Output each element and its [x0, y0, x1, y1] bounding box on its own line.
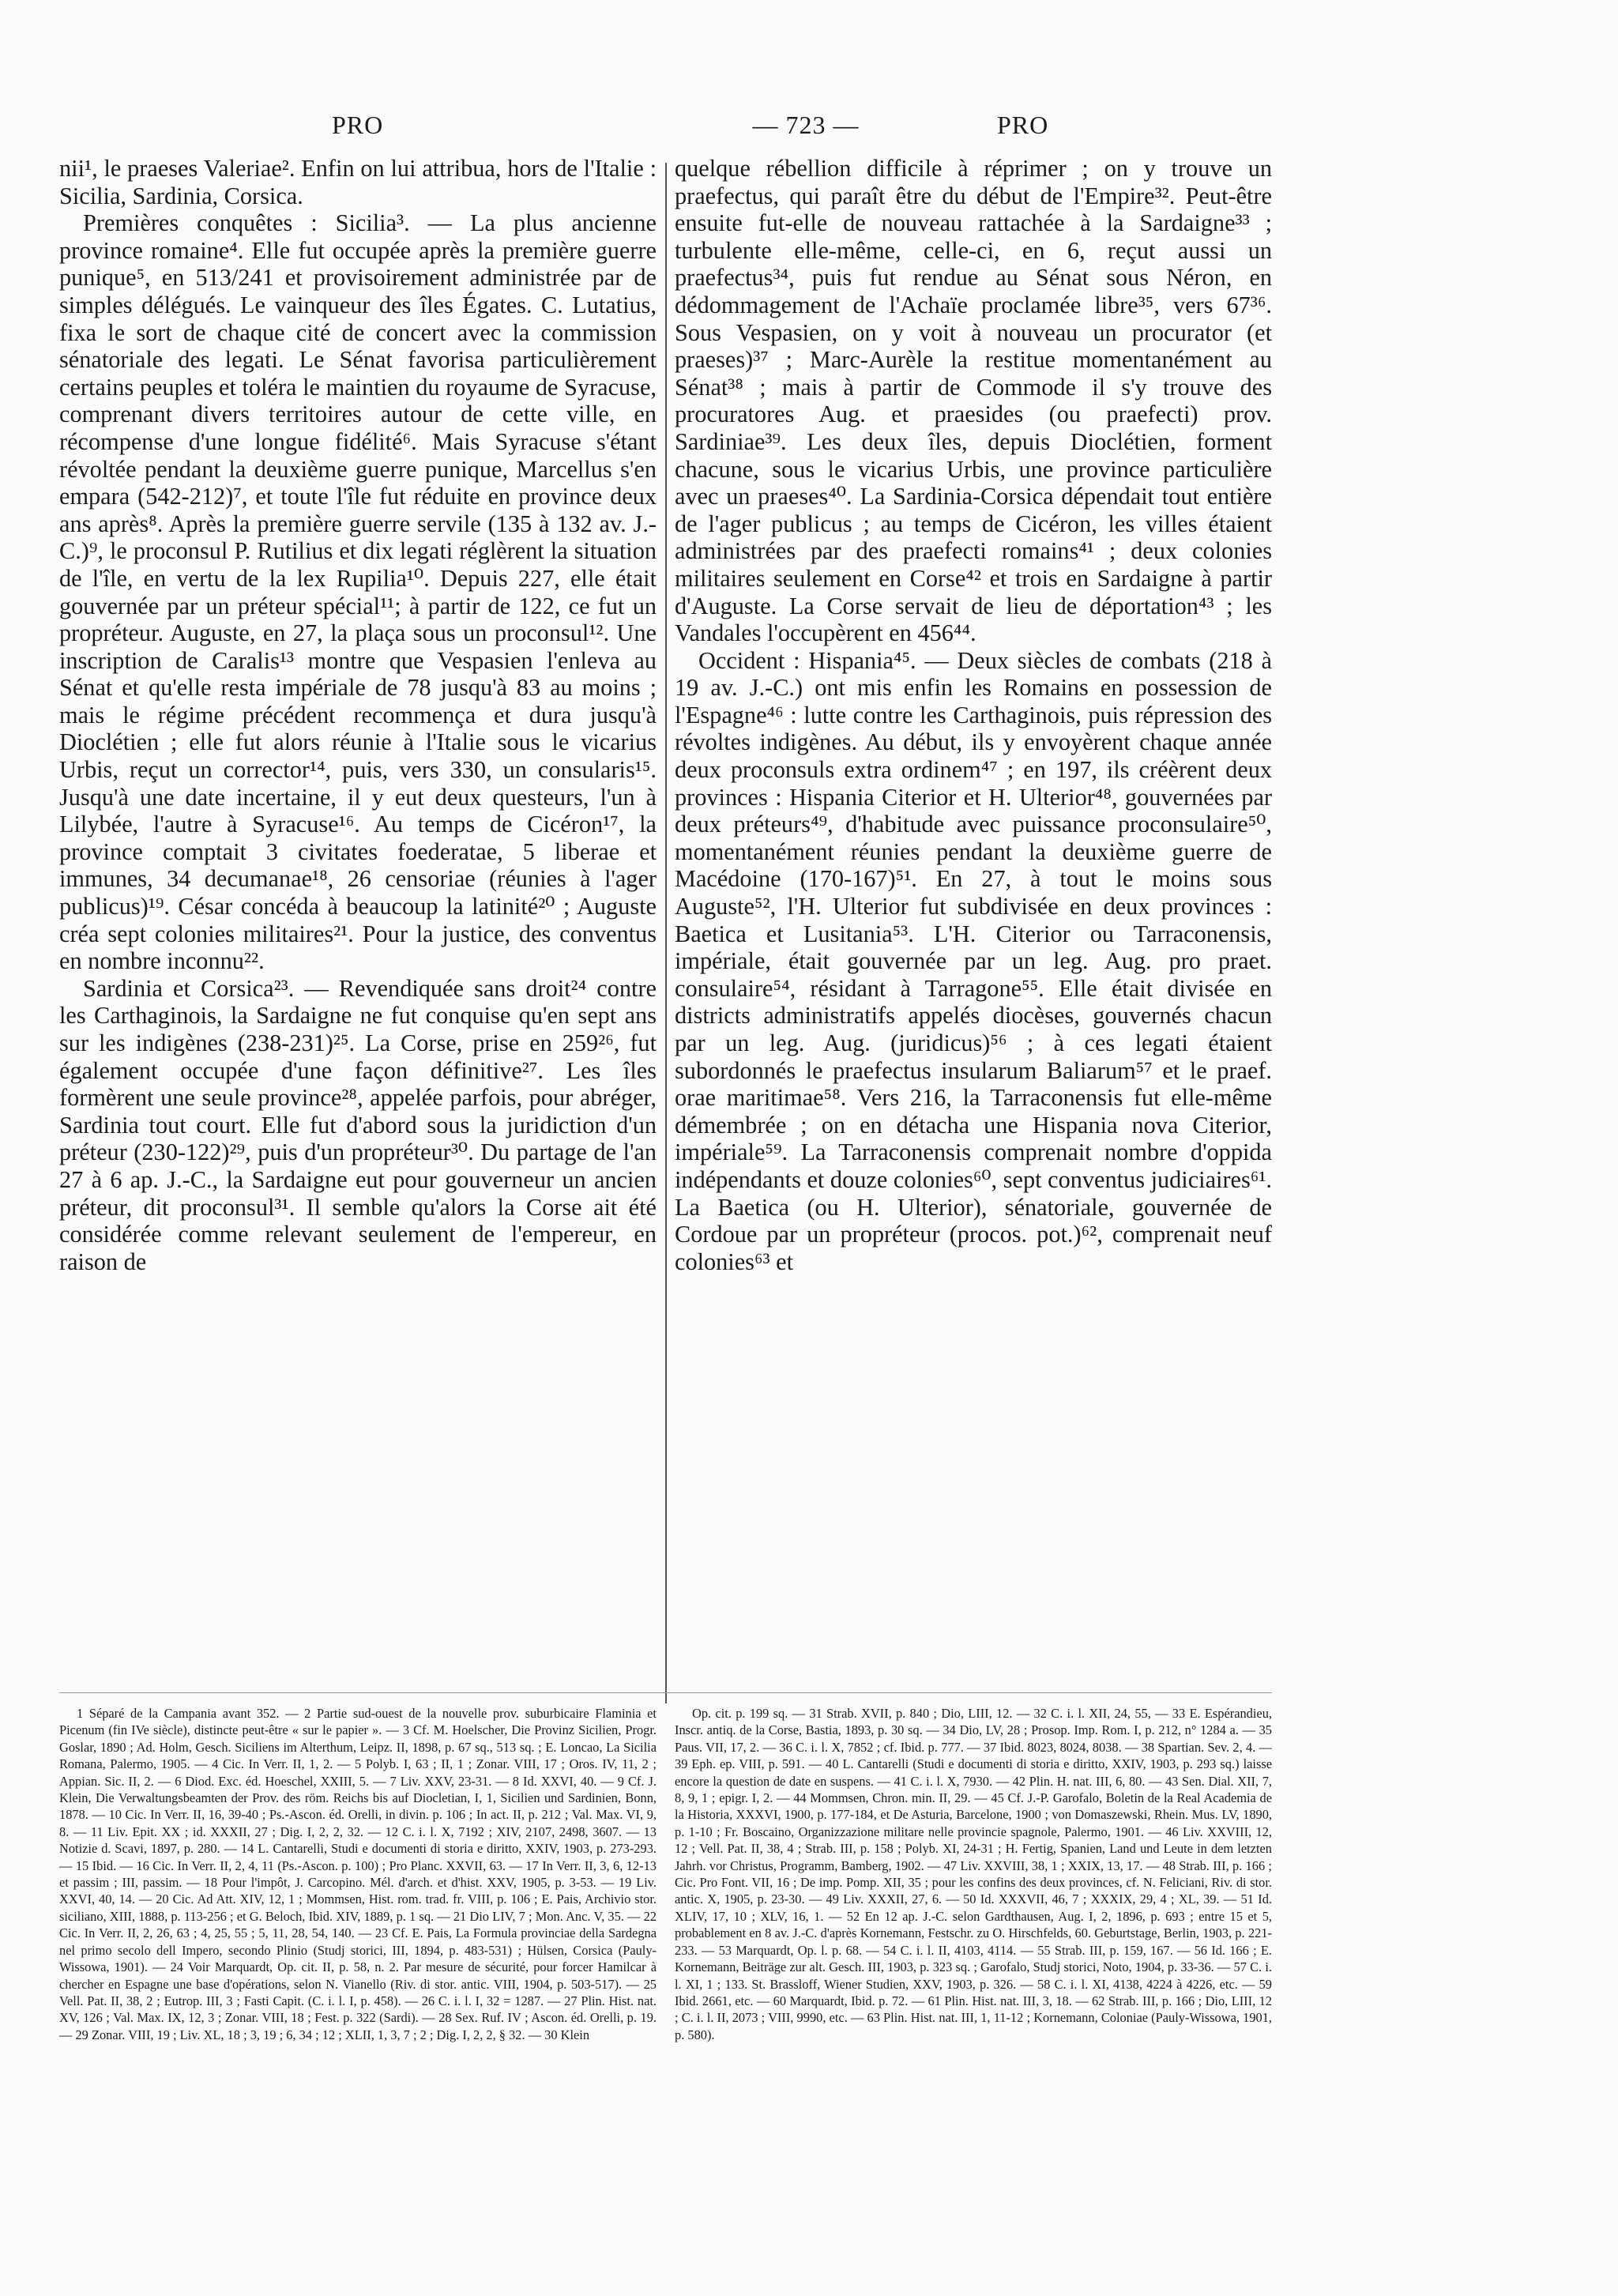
paragraph-sicilia: Premières conquêtes : Sicilia³. — La plus ancienne province romaine⁴. Elle fut occupée après la première guerre punique⁵, en 513/241 et provisoirement administrée par de simples délégués. Le vainqueur des îles Égates. C. Lutatius, fixa le sort de chaque cité de concert avec la commission sénatoriale des legati. Le Sénat favorisa particulièrement certains peuples et toléra le maintien du royaume de Syracuse, comprenant divers territoires autour de cette ville, en récompense d'une longue fidélité⁶. Mais Syracuse s'étant révoltée pendant la deuxième guerre punique, Marcellus s'en empara (542-212)⁷, et toute l'île fut réduite en province deux ans après⁸. Après la première guerre servile (135 à 132 av. J.-C.)⁹, le proconsul P. Rutilius et dix legati réglèrent la situation de l'île, en vertu de la lex Rupilia¹⁰. Depuis 227, elle était gouvernée par un préteur spécial¹¹; à partir de 122, ce fut un propréteur. Auguste, en 27, la plaça sous un proconsul¹². Une inscription de Caralis¹³ montre que Vespasien l'enleva au Sénat et qu'elle resta impériale de 78 jusqu'à 83 au moins ; mais le régime précédent recommença et dura jusqu'à Dioclétien ; elle fut alors réunie à l'Italie sous le vicarius Urbis, reçut un corrector¹⁴, puis, vers 330, un consularis¹⁵. Jusqu'à une date incertaine, il y eut deux questeurs, l'un à Lilybée, l'autre à Syracuse¹⁶. Au temps de Cicéron¹⁷, la province comptait 3 civitates foederatae, 5 liberae et immunes, 34 decumanae¹⁸, 26 censoriae (réunies à l'ager publicus)¹⁹. César concéda à beaucoup la latinité²⁰ ; Auguste créa sept colonies militaires²¹. Pour la justice, des conventus en nombre inconnu²².	[59, 209, 657, 975]
running-head-right: PRO	[997, 111, 1049, 139]
footnotes-right-text: Op. cit. p. 199 sq. — 31 Strab. XVII, p. 840 ; Dio, LIII, 12. — 32 C. i. l. XII, 24, 55, — 33 E. Espérandieu, Inscr. antiq. de la Corse, Bastia, 1893, p. 30 sq. — 34 Dio, LV, 28 ; Prosop. Imp. Rom. I, p. 212, n° 1284 a. — 35 Paus. VII, 17, 2. — 36 C. i. l. X, 7852 ; cf. Ibid. p. 777. — 37 Ibid. 8023, 8024, 8038. — 38 Spartian. Sev. 2, 4. — 39 Eph. ep. VIII, p. 591. — 40 L. Cantarelli (Studi e documenti di storia e diritto, XXIV, 1903, p. 293 sq.) laisse encore la question de date en suspens. — 41 C. i. l. X, 7930. — 42 Plin. H. nat. III, 6, 80. — 43 Sen. Dial. XII, 7, 8, 9, 1 ; epigr. I, 2. — 44 Mommsen, Chron. min. II, 29. — 45 Cf. J.-P. Garofalo, Boletin de la Real Academia de la Historia, XXXVI, 1900, p. 177-184, et De Asturia, Barcelone, 1900 ; von Domaszewski, Rhein. Mus. LV, 1890, p. 1-10 ; Fr. Boscaino, Organizzazione militare nelle provincie spagnole, Palermo, 1901. — 46 Liv. XXVIII, 12, 12 ; Vell. Pat. II, 38, 4 ; Strab. III, p. 158 ; Polyb. XI, 24-31 ; H. Fertig, Spanien, Land und Leute in dem letzten Jahrh. vor Christus, Programm, Bamberg, 1902. — 47 Liv. XXVIII, 38, 1 ; XXIX, 13, 17. — 48 Strab. III, p. 166 ; Cic. Pro Font. VII, 16 ; De imp. Pomp. XII, 35 ; pour les confins des deux provinces, cf. N. Feliciani, Riv. di stor. antic. X, 1905, p. 23-30. — 49 Liv. XXXII, 27, 6. — 50 Id. XXXVII, 46, 7 ; XXXIX, 29, 4 ; XL, 39. — 51 Id. XLIV, 17, 10 ; XLV, 16, 1. — 52 En 12 ap. J.-C. selon Gardthausen, Aug. I, 2, 1896, p. 693 ; entre 15 et 5, probablement en 8 av. J.-C. d'après Kornemann, Festschr. zu O. Hirschfelds, 60. Geburtstage, Berlin, 1903, p. 221-233. — 53 Marquardt, Op. l. p. 68. — 54 C. i. l. II, 4103, 4114. — 55 Strab. III, p. 159, 167. — 56 Id. 166 ; E. Kornemann, Beiträge zur alt. Gesch. III, 1903, p. 323 sq. ; Garofalo, Studj storici, Noto, 1904, p. 33-36. — 57 C. i. l. XI, 1 ; 133. St. Brassloff, Wiener Studien, XXV, 1903, p. 326. — 58 C. i. l. XI, 4138, 4224 à 4226, etc. — 59 Ibid. 2661, etc. — 60 Marquardt, Ibid. p. 72. — 61 Plin. Hist. nat. III, 3, 18. — 62 Strab. III, p. 166 ; Dio, LIII, 12 ; C. i. l. II, 2073 ; VIII, 9990, etc. — 63 Plin. Hist. nat. III, 1, 11-12 ; Kornemann, Coloniae (Pauly-Wissowa, 1901, p. 580).	[675, 1706, 1272, 2042]
footnote-separator	[59, 1692, 1272, 1693]
footnotes-left-text: 1 Séparé de la Campania avant 352. — 2 Partie sud-ouest de la nouvelle prov. suburbicaire Flaminia et Picenum (fin IVe siècle), distincte peut-être « sur le papier ». — 3 Cf. M. Hoelscher, Die Provinz Sicilien, Progr. Goslar, 1890 ; Ad. Holm, Gesch. Siciliens im Alterthum, Leipz. II, 1898, p. 67 sq., 513 sq. ; E. Loncao, La Sicilia Romana, Palermo, 1905. — 4 Cic. In Verr. II, 1, 2. — 5 Polyb. I, 63 ; II, 1 ; Zonar. VIII, 17 ; Oros. IV, 11, 2 ; Appian. Sic. II, 2. — 6 Diod. Exc. éd. Hoeschel, XXIII, 5. — 7 Liv. XXV, 23-31. — 8 Id. XXVI, 40. — 9 Cf. J. Klein, Die Verwaltungsbeamten der Prov. des röm. Reichs bis auf Diocletian, I, 1, Sicilien und Sardinien, Bonn, 1878. — 10 Cic. In Verr. II, 16, 39-40 ; Ps.-Ascon. éd. Orelli, in divin. p. 106 ; In act. II, p. 212 ; Val. Max. VI, 9, 8. — 11 Liv. Epit. XX ; id. XXXII, 27 ; Dig. I, 2, 2, 32. — 12 C. i. l. X, 7192 ; XIV, 2107, 2498, 3607. — 13 Notizie d. Scavi, 1897, p. 280. — 14 L. Cantarelli, Studi e documenti di storia e diritto, XXIV, 1903, p. 273-293. — 15 Ibid. — 16 Cic. In Verr. II, 2, 4, 11 (Ps.-Ascon. p. 100) ; Pro Planc. XXVII, 63. — 17 In Verr. II, 3, 6, 12-13 et passim ; III, passim. — 18 Pour l'impôt, J. Carcopino. Mél. d'arch. et d'hist. XXV, 1905, p. 3-53. — 19 Liv. XXVI, 40, 14. — 20 Cic. Ad Att. XIV, 12, 1 ; Mommsen, Hist. rom. trad. fr. VIII, p. 106 ; E. Pais, Archivio stor. siciliano, XIII, 1888, p. 113-256 ; et G. Beloch, Ibid. XIV, 1889, p. 1 sq. — 21 Dio LIV, 7 ; Mon. Anc. V, 35. — 22 Cic. In Verr. II, 2, 26, 63 ; 4, 25, 55 ; 5, 11, 28, 54, 140. — 23 Cf. E. Pais, La Formula provinciae della Sardegna nel primo secolo dell Impero, secondo Plinio (Studj storici, III, 1894, p. 483-531) ; Hülsen, Corsica (Pauly-Wissowa, 1901). — 24 Voir Marquardt, Op. cit. II, p. 58, n. 2. Par mesure de sécurité, pour forcer Hamilcar à chercher en Espagne une base d'opérations, selon N. Vianello (Riv. di stor. antic. VIII, 1904, p. 503-517). — 25 Vell. Pat. II, 38, 2 ; Eutrop. III, 3 ; Fasti Capit. (C. i. l. I, p. 458). — 26 C. i. l. I, 32 = 1287. — 27 Plin. Hist. nat. XV, 126 ; Val. Max. IX, 12, 3 ; Zonar. VIII, 18 ; Fest. p. 322 (Sardi). — 28 Sex. Ruf. IV ; Ascon. éd. Orelli, p. 19. — 29 Zonar. VIII, 19 ; Liv. XL, 18 ; 3, 19 ; 6, 34 ; 12 ; XLII, 1, 3, 7 ; 2 ; Dig. I, 2, 2, § 32. — 30 Klein	[59, 1706, 657, 2042]
paragraph-hispania: Occident : Hispania⁴⁵. — Deux siècles de combats (218 à 19 av. J.-C.) ont mis enfin les Romains en possession de l'Espagne⁴⁶ : lutte contre les Carthaginois, puis répression des révoltes indigènes. Au début, ils y envoyèrent chaque année deux proconsuls extra ordinem⁴⁷ ; en 197, ils créèrent deux provinces : Hispania Citerior et H. Ulterior⁴⁸, gouvernées par deux préteurs⁴⁹, d'habitude avec puissance proconsulaire⁵⁰, momentanément réunies pendant la deuxième guerre de Macédoine (170-167)⁵¹. En 27, à tout le moins sous Auguste⁵², l'H. Ulterior fut subdivisée en deux provinces : Baetica et Lusitania⁵³. L'H. Citerior ou Tarraconensis, impériale, était gouvernée par un leg. Aug. pro praet. consulaire⁵⁴, résidant à Tarragone⁵⁵. Elle était divisée en districts administratifs appelés diocèses, gouvernés chacun par un leg. Aug. (juridicus)⁵⁶ ; à ces legati étaient subordonnés le praefectus insularum Baliarum⁵⁷ et le praef. orae maritimae⁵⁸. Vers 216, la Tarraconensis fut elle-même démembrée ; on en détacha une Hispania nova Citerior, impériale⁵⁹. La Tarraconensis comprenait nombre d'oppida indépendants et douze colonies⁶⁰, sept conventus judiciaires⁶¹. La Baetica (ou H. Ulterior), sénatoriale, gouvernée de Cordoue par un propréteur (procos. pot.)⁶², comprenait neuf colonies⁶³ et	[675, 646, 1272, 1275]
footnotes-right	[675, 1705, 1272, 2043]
footnotes-left	[59, 1705, 657, 2043]
paragraph-corsica-continuation: quelque rébellion difficile à réprimer ; on y trouve un praefectus, qui paraît être du début de l'Empire³². Peut-être ensuite fut-elle de nouveau rattachée à la Sardaigne³³ ; turbulente elle-même, celle-ci, en 6, reçut aussi un praefectus³⁴, puis fut rendue au Sénat sous Néron, en dédommagement de l'Achaïe proclamée libre³⁵, vers 67³⁶. Sous Vespasien, on y voit à nouveau un procurator (et praeses)³⁷ ; Marc-Aurèle la restitue momentanément au Sénat³⁸ ; mais à partir de Commode il s'y trouve des procuratores Aug. et praesides (ou praefecti) prov. Sardiniae³⁹. Les deux îles, depuis Dioclétien, forment chacune, sous le vicarius Urbis, une province particulière avec un praeses⁴⁰. La Sardinia-Corsica dépendait tout entière de l'ager publicus ; au temps de Cicéron, les villes étaient administrées par des praefecti romains⁴¹ ; deux colonies militaires seulement en Corse⁴² et trois en Sardaigne à partir d'Auguste. La Corse servait de lieu de déportation⁴³ ; les Vandales l'occupèrent en 456⁴⁴.	[675, 155, 1272, 647]
paragraph-sardinia-corsica: Sardinia et Corsica²³. — Revendiquée sans droit²⁴ contre les Carthaginois, la Sardaigne ne fut conquise qu'en sept ans sur les indigènes (238-231)²⁵. La Corse, prise en 259²⁶, fut également occupée d'une façon définitive²⁷. Les îles formèrent une seule province²⁸, appelée parfois, pour abréger, Sardinia tout court. Elle fut d'abord sous la juridiction d'un préteur (230-122)²⁹, puis d'un propréteur³⁰. Du partage de l'an 27 à 6 ap. J.-C., la Sardaigne eut pour gouverneur un ancien préteur, dit proconsul³¹. Il semble qu'alors la Corse ait été considérée comme relevant seulement de l'empereur, en raison de	[59, 974, 657, 1275]
left-column	[59, 155, 657, 1275]
paragraph-continuation: nii¹, le praeses Valeriae². Enfin on lui attribua, hors de l'Italie : Sicilia, Sardinia, Corsica.	[59, 155, 657, 209]
page-number: — 723 —	[752, 111, 860, 139]
running-head-left: PRO	[332, 111, 384, 139]
column-divider	[665, 163, 667, 1703]
right-column	[675, 155, 1272, 1275]
